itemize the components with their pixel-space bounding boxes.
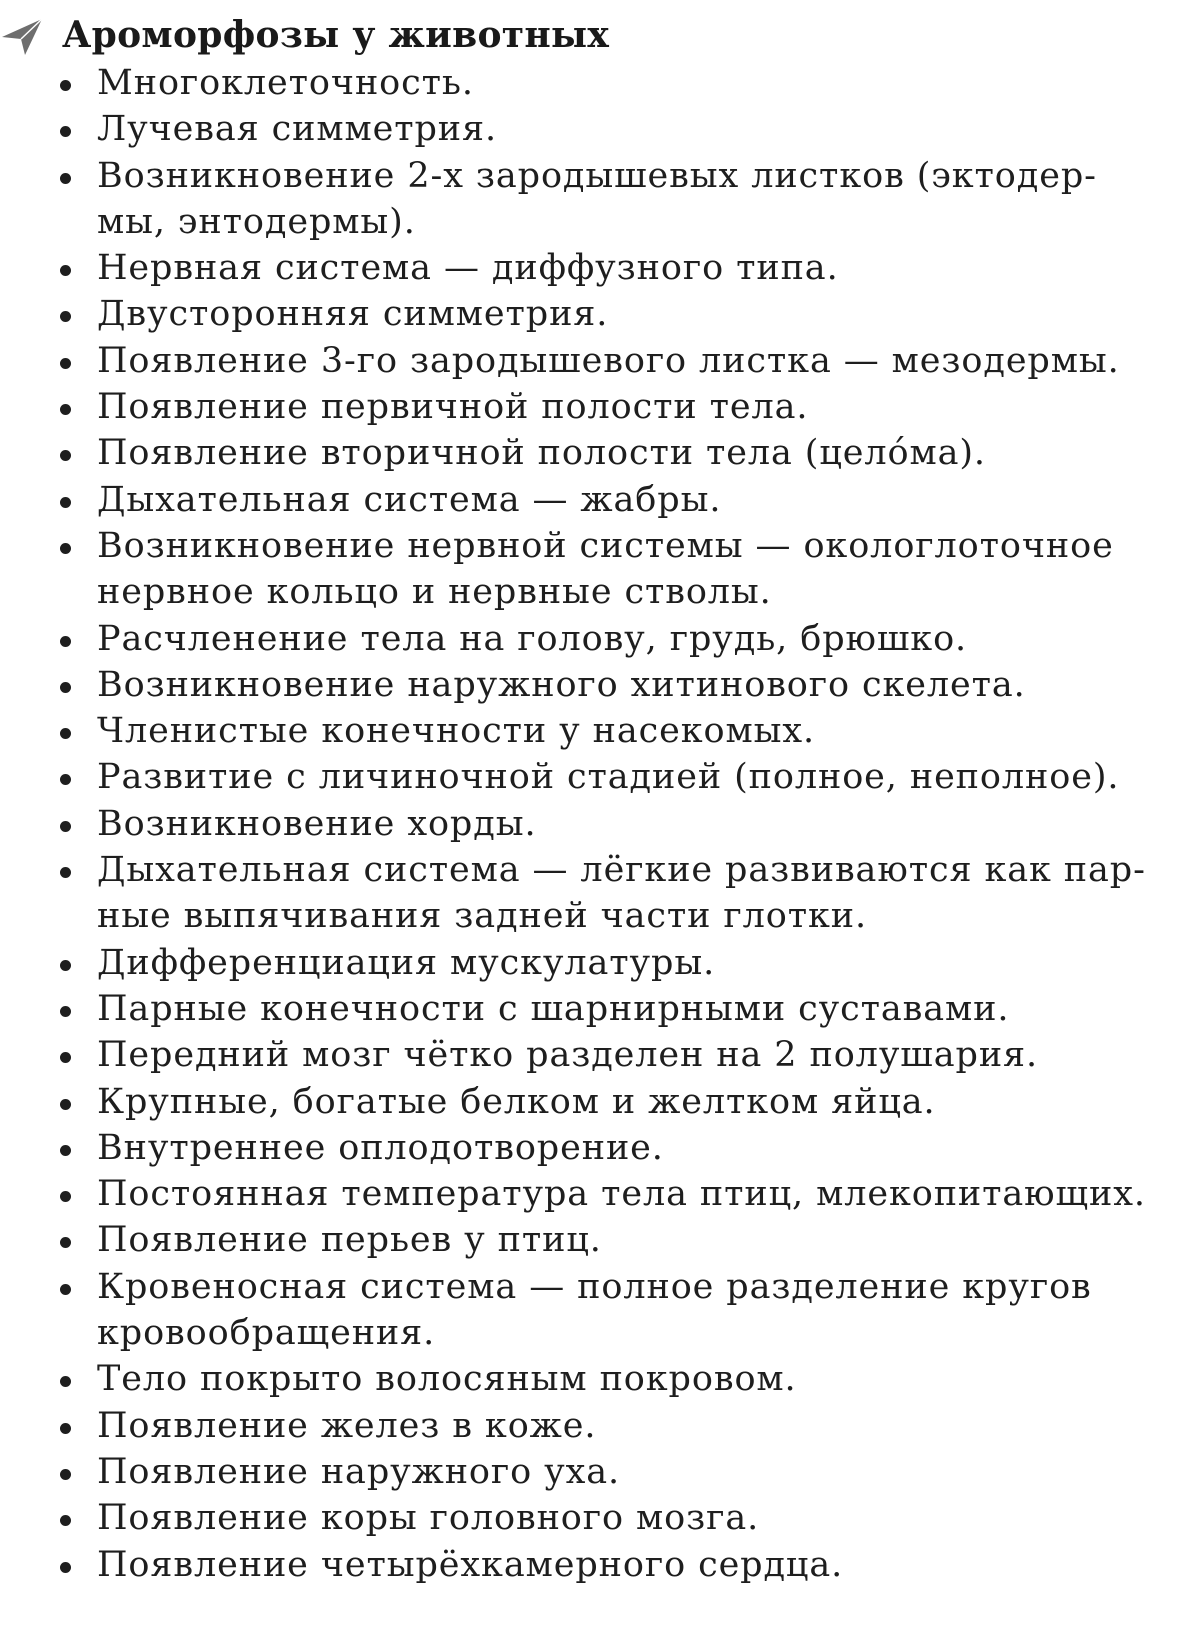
bullet-icon bbox=[60, 1145, 71, 1156]
bullet-icon bbox=[60, 728, 71, 739]
list-item bbox=[0, 1032, 1193, 1078]
list-item-text: Появление наружного уха. bbox=[97, 1451, 621, 1492]
list-item bbox=[0, 1079, 1193, 1125]
bullet-icon bbox=[60, 821, 71, 832]
list-item bbox=[0, 291, 1193, 337]
list-item-text: Двусторонняя симметрия. bbox=[97, 294, 609, 335]
list-item bbox=[0, 662, 1193, 708]
list-item bbox=[0, 1217, 1193, 1263]
list-item-text: Развитие с личиночной стадией (полное, неполное). bbox=[97, 757, 1120, 798]
list-item bbox=[0, 1542, 1193, 1588]
list-item bbox=[0, 754, 1193, 800]
list-item bbox=[0, 245, 1193, 291]
list-item bbox=[0, 801, 1193, 847]
bullet-icon bbox=[60, 1469, 71, 1480]
bullet-icon bbox=[60, 173, 71, 184]
bullet-icon bbox=[60, 265, 71, 276]
list-item-text: ные выпячивания задней части глотки. bbox=[97, 896, 868, 937]
list-item bbox=[0, 477, 1193, 523]
list-item-text: Парные конечности с шарнирными суставами. bbox=[97, 988, 1010, 1029]
aromorphosis-list bbox=[0, 60, 1193, 1588]
list-item-text: Появление первичной полости тела. bbox=[97, 387, 809, 428]
list-item bbox=[0, 1264, 1193, 1357]
list-item-text: Появление вторичной полости тела (цело́ма). bbox=[97, 433, 986, 474]
list-item bbox=[0, 1403, 1193, 1449]
list-item-text: нервное кольцо и нервные стволы. bbox=[97, 572, 772, 613]
bullet-icon bbox=[60, 636, 71, 647]
bullet-icon bbox=[60, 450, 71, 461]
list-item-text: Расчленение тела на голову, грудь, брюшко. bbox=[97, 618, 968, 659]
list-item-text: Возникновение нервной системы — окологлоточное bbox=[97, 525, 1114, 566]
list-item bbox=[0, 430, 1193, 476]
bullet-icon bbox=[60, 1099, 71, 1110]
list-item-text: Нервная система — диффузного типа. bbox=[97, 248, 839, 289]
bullet-icon bbox=[60, 1284, 71, 1295]
bullet-icon bbox=[60, 1376, 71, 1387]
list-item bbox=[0, 616, 1193, 662]
list-item-text: Крупные, богатые белком и желтком яйца. bbox=[97, 1081, 936, 1122]
list-item bbox=[0, 338, 1193, 384]
list-item-text: мы, энтодермы). bbox=[97, 201, 416, 242]
list-item bbox=[0, 1171, 1193, 1217]
list-item-text: Появление 3-го зародышевого листка — мезодермы. bbox=[97, 340, 1120, 381]
bullet-icon bbox=[60, 774, 71, 785]
list-item bbox=[0, 106, 1193, 152]
list-item-text: Появление перьев у птиц. bbox=[97, 1220, 602, 1261]
list-item-text: Членистые конечности у насекомых. bbox=[97, 711, 816, 752]
list-item bbox=[0, 1495, 1193, 1541]
list-item-text: Лучевая симметрия. bbox=[97, 109, 498, 150]
bullet-icon bbox=[60, 497, 71, 508]
list-item-text: Появление желез в коже. bbox=[97, 1405, 597, 1446]
list-item bbox=[0, 384, 1193, 430]
list-item bbox=[0, 1449, 1193, 1495]
list-item-text: Появление четырёхкамерного сердца. bbox=[97, 1544, 844, 1585]
list-item-text: Передний мозг чётко разделен на 2 полушария. bbox=[97, 1035, 1039, 1076]
bullet-icon bbox=[60, 867, 71, 878]
bullet-icon bbox=[60, 126, 71, 137]
heading-title: Ароморфозы у животных bbox=[62, 14, 610, 56]
list-item-text: Возникновение хорды. bbox=[97, 803, 537, 844]
bullet-icon bbox=[60, 1562, 71, 1573]
bullet-icon bbox=[60, 1191, 71, 1202]
list-item-text: Тело покрыто волосяным покровом. bbox=[97, 1359, 797, 1400]
arrow-pointer-icon bbox=[0, 16, 44, 56]
bullet-icon bbox=[60, 404, 71, 415]
list-item bbox=[0, 153, 1193, 246]
list-item-text: Дифференциация мускулатуры. bbox=[97, 942, 716, 983]
list-item bbox=[0, 1125, 1193, 1171]
bullet-icon bbox=[60, 1515, 71, 1526]
list-item-text: Появление коры головного мозга. bbox=[97, 1498, 760, 1539]
list-item bbox=[0, 940, 1193, 986]
list-item-text: Многоклеточность. bbox=[97, 63, 474, 103]
bullet-icon bbox=[60, 1052, 71, 1063]
list-item bbox=[0, 847, 1193, 940]
list-item-text: Кровеносная система — полное разделение кругов bbox=[97, 1266, 1092, 1307]
list-item-text: кровообращения. bbox=[97, 1313, 436, 1354]
list-item-text: Дыхательная система — лёгкие развиваются как пар- bbox=[97, 850, 1146, 891]
bullet-icon bbox=[60, 358, 71, 369]
bullet-icon bbox=[60, 1006, 71, 1017]
list-item bbox=[0, 523, 1193, 616]
list-item bbox=[0, 708, 1193, 754]
list-item bbox=[0, 1356, 1193, 1402]
list-item-text: Дыхательная система — жабры. bbox=[97, 479, 722, 520]
list-item bbox=[0, 986, 1193, 1032]
bullet-icon bbox=[60, 1423, 71, 1434]
bullet-icon bbox=[60, 1237, 71, 1248]
bullet-icon bbox=[60, 543, 71, 554]
list-item-text: Возникновение наружного хитинового скелета. bbox=[97, 664, 1026, 705]
list-item-text: Постоянная температура тела птиц, млекопитающих. bbox=[97, 1174, 1146, 1215]
bullet-icon bbox=[60, 80, 71, 91]
list-item-text: Внутреннее оплодотворение. bbox=[97, 1127, 664, 1168]
bullet-icon bbox=[60, 960, 71, 971]
list-item-text: Возникновение 2-х зародышевых листков (эктодер- bbox=[97, 155, 1097, 196]
list-item bbox=[0, 60, 1193, 106]
bullet-icon bbox=[60, 682, 71, 693]
bullet-icon bbox=[60, 311, 71, 322]
